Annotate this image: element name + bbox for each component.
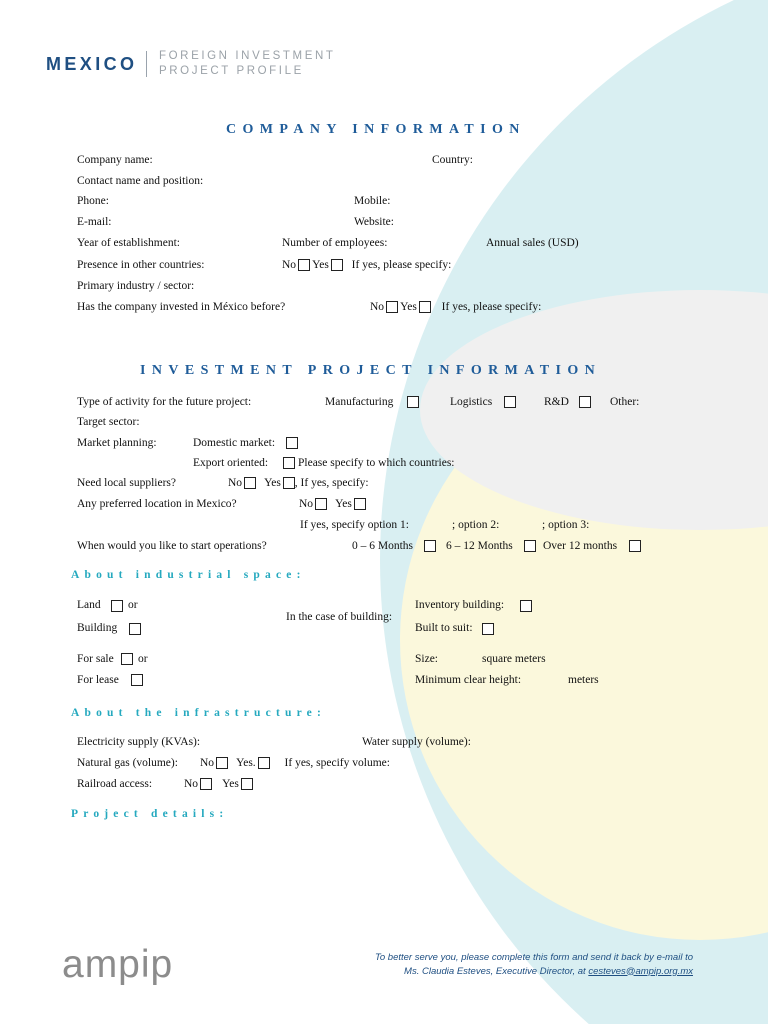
export-checkbox[interactable]	[283, 457, 295, 469]
railroad-no-label: No	[184, 778, 199, 790]
invested-label: Has the company invested in México before?	[77, 301, 286, 313]
employees-label: Number of employees:	[282, 237, 388, 249]
presence-specify-label: If yes, please specify:	[351, 259, 452, 271]
footer-line-2-text: Ms. Claudia Esteves, Executive Director, at	[404, 965, 589, 977]
manufacturing-label: Manufacturing	[325, 396, 394, 408]
industrial-heading: About industrial space:	[71, 569, 306, 581]
location-no-label: No	[299, 498, 314, 510]
project-heading: Project details:	[71, 808, 229, 820]
investment-heading: INVESTMENT PROJECT INFORMATION	[140, 363, 602, 378]
for-sale-label: For sale	[77, 653, 114, 665]
sales-label: Annual sales (USD)	[486, 237, 579, 249]
manufacturing-checkbox[interactable]	[407, 396, 419, 408]
invested-specify-label: If yes, please specify:	[441, 301, 542, 313]
railroad-options	[184, 778, 255, 790]
subtitle-line-2: PROJECT PROFILE	[159, 65, 304, 77]
activity-label: Type of activity for the future project:	[77, 396, 252, 408]
months-0-6-label: 0 – 6 Months	[352, 540, 414, 552]
square-meters-label: square meters	[482, 653, 546, 665]
footer-line-2	[375, 965, 693, 979]
header-separator	[146, 51, 147, 77]
for-lease-checkbox[interactable]	[131, 674, 143, 686]
land-or-label: or	[128, 599, 138, 611]
presence-yes-checkbox[interactable]	[331, 259, 343, 271]
land-label: Land	[77, 599, 101, 611]
building-label: Building	[77, 622, 118, 634]
size-label: Size:	[415, 653, 438, 665]
year-label: Year of establishment:	[77, 237, 180, 249]
sale-or-label: or	[138, 653, 148, 665]
presence-no-label: No	[282, 259, 297, 271]
market-planning-label: Market planning:	[77, 437, 157, 449]
ampip-logo: ampip	[62, 943, 174, 986]
gas-label: Natural gas (volume):	[77, 757, 178, 769]
option3-label: ; option 3:	[542, 519, 590, 531]
gas-yes-label: Yes.	[236, 757, 256, 769]
inventory-label: Inventory building:	[415, 599, 505, 611]
months-12-checkbox[interactable]	[629, 540, 641, 552]
country-label: Country:	[432, 154, 473, 166]
railroad-no-checkbox[interactable]	[200, 778, 212, 790]
invested-no-checkbox[interactable]	[386, 301, 398, 313]
location-no-checkbox[interactable]	[315, 498, 327, 510]
logistics-label: Logistics	[450, 396, 493, 408]
rnd-label: R&D	[544, 396, 569, 408]
option2-label: ; option 2:	[452, 519, 500, 531]
logistics-checkbox[interactable]	[504, 396, 516, 408]
subtitle-line-1: FOREIGN INVESTMENT	[159, 50, 336, 62]
gas-options	[200, 757, 390, 769]
case-building-label: In the case of building:	[286, 611, 393, 623]
suppliers-no-label: No	[228, 477, 243, 489]
clear-height-label: Minimum clear height:	[415, 674, 522, 686]
suppliers-no-checkbox[interactable]	[244, 477, 256, 489]
presence-label: Presence in other countries:	[77, 259, 205, 271]
rnd-checkbox[interactable]	[579, 396, 591, 408]
gas-no-checkbox[interactable]	[216, 757, 228, 769]
suppliers-specify-label: , If yes, specify:	[294, 477, 369, 489]
header-subtitle	[159, 49, 336, 79]
target-sector-label: Target sector:	[77, 416, 140, 428]
export-label: Export oriented:	[193, 457, 269, 469]
company-name-label: Company name:	[77, 154, 153, 166]
invested-no-label: No	[370, 301, 385, 313]
infrastructure-heading: About the infrastructure:	[71, 707, 326, 719]
months-12-label: Over 12 months	[543, 540, 618, 552]
phone-label: Phone:	[77, 195, 109, 207]
footer-email-link[interactable]: cesteves@ampip.org.mx	[588, 965, 693, 977]
months-6-12-label: 6 – 12 Months	[446, 540, 513, 552]
mobile-label: Mobile:	[354, 195, 391, 207]
invested-yes-label: Yes	[400, 301, 417, 313]
suppliers-yes-checkbox[interactable]	[283, 477, 295, 489]
invested-yes-checkbox[interactable]	[419, 301, 431, 313]
invested-options	[370, 301, 541, 313]
months-0-6-checkbox[interactable]	[424, 540, 436, 552]
months-6-12-checkbox[interactable]	[524, 540, 536, 552]
start-label: When would you like to start operations?	[77, 540, 267, 552]
location-options	[299, 498, 368, 510]
domestic-label: Domestic market:	[193, 437, 276, 449]
suppliers-label: Need local suppliers?	[77, 477, 176, 489]
railroad-yes-label: Yes	[222, 778, 239, 790]
presence-yes-label: Yes	[312, 259, 329, 271]
railroad-yes-checkbox[interactable]	[241, 778, 253, 790]
contact-label: Contact name and position:	[77, 175, 204, 187]
water-label: Water supply (volume):	[362, 736, 471, 748]
domestic-checkbox[interactable]	[286, 437, 298, 449]
footer-line-1: To better serve you, please complete this form and send it back by e-mail to	[374, 952, 693, 963]
presence-options	[282, 259, 451, 271]
built-to-suit-label: Built to suit:	[415, 622, 473, 634]
brand-title: MEXICO	[46, 54, 138, 74]
suppliers-options	[228, 477, 369, 489]
building-checkbox[interactable]	[129, 623, 141, 635]
location-label: Any preferred location in Mexico?	[77, 498, 237, 510]
gas-specify-label: If yes, specify volume:	[284, 757, 390, 769]
meters-label: meters	[568, 674, 599, 686]
for-sale-checkbox[interactable]	[121, 653, 133, 665]
location-yes-label: Yes	[335, 498, 352, 510]
company-heading: COMPANY INFORMATION	[226, 122, 526, 137]
gas-yes-checkbox[interactable]	[258, 757, 270, 769]
gas-no-label: No	[200, 757, 215, 769]
other-label: Other:	[610, 396, 640, 408]
built-to-suit-checkbox[interactable]	[482, 623, 494, 635]
railroad-label: Railroad access:	[77, 778, 153, 790]
option1-label: If yes, specify option 1:	[300, 519, 409, 531]
email-label: E-mail:	[77, 216, 112, 228]
website-label: Website:	[354, 216, 394, 228]
for-lease-label: For lease	[77, 674, 119, 686]
export-specify-label: Please specify to which countries:	[298, 457, 455, 469]
inventory-checkbox[interactable]	[520, 600, 532, 612]
location-yes-checkbox[interactable]	[354, 498, 366, 510]
footer-note	[375, 951, 693, 978]
presence-no-checkbox[interactable]	[298, 259, 310, 271]
suppliers-yes-label: Yes	[264, 477, 281, 489]
electricity-label: Electricity supply (KVAs):	[77, 736, 201, 748]
land-checkbox[interactable]	[111, 600, 123, 612]
industry-label: Primary industry / sector:	[77, 280, 195, 292]
